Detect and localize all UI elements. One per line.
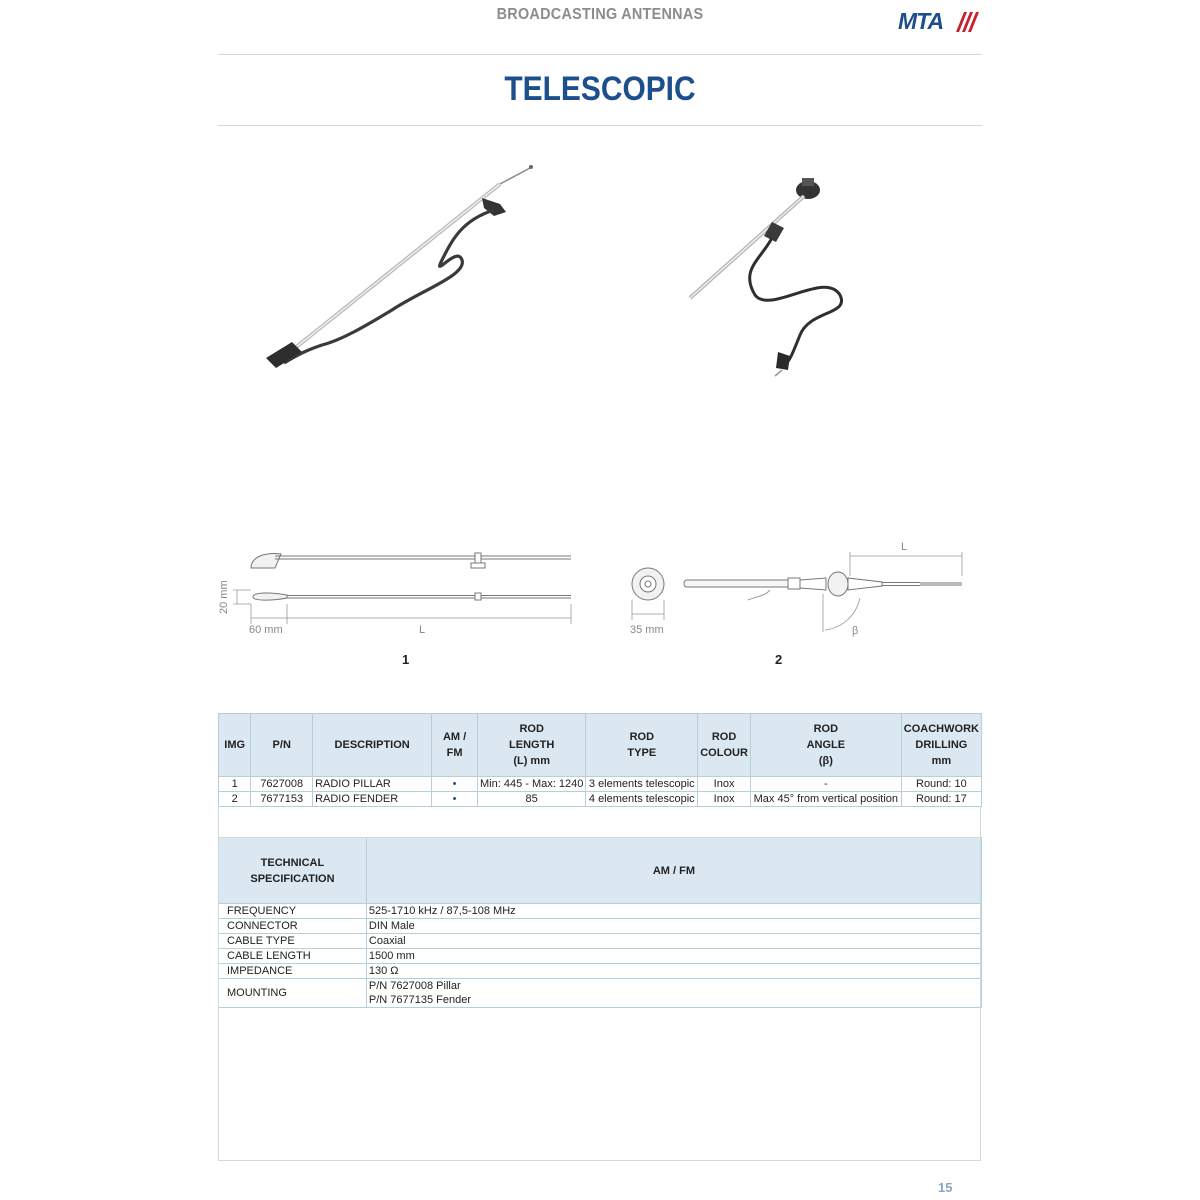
dim-height-label: 20 mm: [218, 580, 230, 614]
spec-row: [219, 934, 982, 949]
spec-header-left-line-2: SPECIFICATION: [250, 872, 335, 885]
products-header-cell: [698, 714, 751, 777]
spec-label: MOUNTING: [219, 979, 367, 1008]
products-header-line: IMG: [224, 739, 246, 751]
spec-value-line: 1500 mm: [368, 950, 415, 962]
products-cell-rod-colour: Inox: [698, 792, 751, 807]
products-header-line: (L) mm: [513, 755, 550, 767]
products-header-line: ROD: [813, 723, 839, 735]
antenna-photo-2: [680, 170, 860, 380]
products-cell-rod-angle: -: [750, 777, 901, 792]
header-rule: [218, 54, 982, 55]
page-title: TELESCOPIC: [504, 70, 696, 108]
products-cell-description: RADIO PILLAR: [313, 777, 432, 792]
spec-table: [218, 837, 982, 1008]
spec-value-line: DIN Male: [368, 920, 415, 932]
spec-value: [366, 964, 981, 979]
spec-row: [219, 964, 982, 979]
antenna-photo-1: [262, 160, 542, 375]
spec-value-line: P/N 7627008 Pillar: [368, 980, 461, 992]
page-number: 15: [938, 1180, 953, 1195]
drawing-antenna-1: [215, 540, 585, 640]
dim-length-label: L: [419, 624, 426, 636]
products-header-line: DESCRIPTION: [334, 739, 410, 751]
logo-text: MTA: [898, 8, 944, 34]
spec-value: [366, 934, 981, 949]
title-rule: [218, 125, 982, 126]
spec-label: FREQUENCY: [219, 904, 367, 919]
spec-header-right: AM / FM: [366, 838, 981, 904]
products-header-line: LENGTH: [509, 739, 555, 751]
products-cell-rod-length: Min: 445 - Max: 1240: [478, 777, 586, 792]
spec-value: [366, 904, 981, 919]
products-header-line: COACHWORK: [903, 723, 979, 735]
dim-base-label: 60 mm: [249, 624, 283, 636]
products-header-line: (β): [818, 755, 833, 767]
products-cell-img: 2: [219, 792, 251, 807]
spec-value-line: 130 Ω: [368, 965, 399, 977]
spec-value-line: 525-1710 kHz / 87,5-108 MHz: [368, 905, 516, 917]
spec-value: [366, 919, 981, 934]
products-row: [219, 792, 982, 807]
dim-angle-label: β: [852, 625, 859, 637]
spec-value: [366, 949, 981, 964]
products-header-line: AM / FM: [442, 731, 467, 759]
products-header-line: mm: [931, 755, 952, 767]
drawing-antenna-2: [620, 540, 970, 640]
products-header-cell: [313, 714, 432, 777]
brand-logo: [898, 10, 982, 34]
products-cell-pn: 7627008: [251, 777, 313, 792]
spec-value: [366, 979, 981, 1008]
dim-length-label-2: L: [901, 541, 908, 553]
products-header-line: ROD: [629, 731, 655, 743]
spec-row: [219, 949, 982, 964]
figure-number-2: 2: [775, 652, 783, 667]
products-header-line: P/N: [272, 739, 291, 751]
spec-label: IMPEDANCE: [219, 964, 367, 979]
spec-header-row: [219, 838, 982, 904]
spec-header-left: [219, 838, 367, 904]
spec-label: CABLE LENGTH: [219, 949, 367, 964]
content-frame-gap: [218, 806, 981, 837]
products-header-line: ANGLE: [806, 739, 846, 751]
spec-label: CONNECTOR: [219, 919, 367, 934]
spec-row: [219, 904, 982, 919]
products-header-cell: [586, 714, 698, 777]
products-table: [218, 713, 982, 807]
spec-header-left-line-1: TECHNICAL: [260, 856, 325, 869]
products-header-row: [219, 714, 982, 777]
products-cell-img: 1: [219, 777, 251, 792]
products-cell-drilling: Round: 17: [901, 792, 981, 807]
products-header-cell: [251, 714, 313, 777]
section-title: BROADCASTING ANTENNAS: [496, 6, 704, 23]
products-cell-rod-type: 4 elements telescopic: [586, 792, 698, 807]
spec-value-line: P/N 7677135 Fender: [368, 994, 472, 1006]
logo-stripes-icon: [954, 12, 982, 32]
spec-row: [219, 979, 982, 1008]
products-cell-am-fm: •: [432, 777, 478, 792]
products-header-line: TYPE: [627, 747, 657, 759]
spec-label: CABLE TYPE: [219, 934, 367, 949]
figure-number-1: 1: [402, 652, 410, 667]
dim-base-label-2: 35 mm: [630, 624, 664, 636]
products-header-line: DRILLING: [915, 739, 968, 751]
products-header-cell: [750, 714, 901, 777]
products-header-cell: [901, 714, 981, 777]
products-cell-rod-length: 85: [478, 792, 586, 807]
products-row: [219, 777, 982, 792]
products-header-cell: [478, 714, 586, 777]
spec-row: [219, 919, 982, 934]
products-header-line: ROD: [711, 731, 737, 743]
products-header-cell: [219, 714, 251, 777]
products-header-cell: [432, 714, 478, 777]
products-cell-pn: 7677153: [251, 792, 313, 807]
products-cell-am-fm: •: [432, 792, 478, 807]
products-cell-rod-colour: Inox: [698, 777, 751, 792]
products-header-line: COLOUR: [700, 747, 748, 759]
products-cell-description: RADIO FENDER: [313, 792, 432, 807]
products-header-line: ROD: [519, 723, 544, 735]
products-cell-rod-angle: Max 45° from vertical position: [750, 792, 901, 807]
spec-value-line: Coaxial: [368, 935, 406, 947]
products-cell-rod-type: 3 elements telescopic: [586, 777, 698, 792]
products-cell-drilling: Round: 10: [901, 777, 981, 792]
